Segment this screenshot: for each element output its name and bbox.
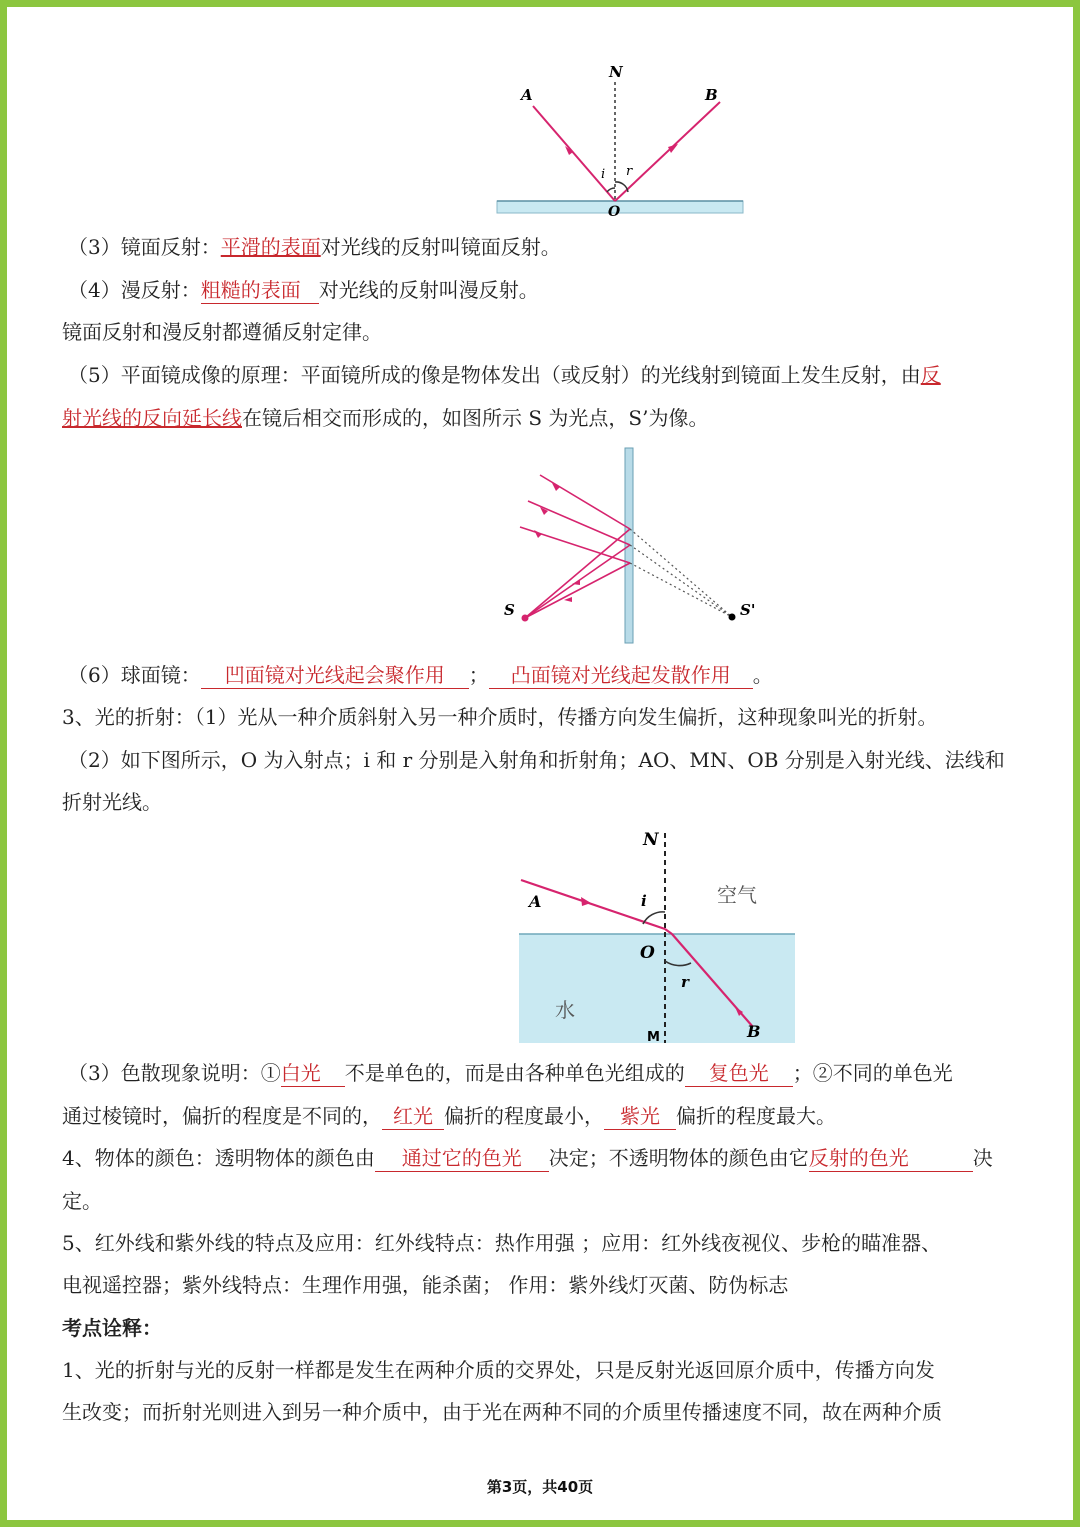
para-ir-uv-2: 电视遥控器；紫外线特点：生理作用强，能杀菌； 作用：紫外线灯灭菌、防伪标志 (62, 1273, 789, 1297)
refraction-definition: 3、光的折射：（1）光从一种介质斜射入另一种介质时，传播方向发生偏折，这种现象叫光的折射。 (62, 705, 938, 729)
exam-points-title: 考点诠释： (62, 1316, 162, 1340)
diffuse-answer: 粗糙的表面 (201, 277, 319, 304)
exam-point-1-line1: 1、光的折射与光的反射一样都是发生在两种介质的交界处，只是反射光返回原介质中，传播方向发 (62, 1358, 935, 1382)
page-number: 第3页，共40页 (486, 1478, 594, 1496)
fig3-label-water: 水 (555, 998, 575, 1022)
transmitted-light-answer: 通过它的色光 (375, 1145, 549, 1172)
para-color-1 (62, 1144, 1022, 1172)
spherical-prefix: （6）球面镜： (68, 663, 201, 687)
reflection-diagram (495, 60, 745, 220)
plane-mirror-answer-end: 射光线的反向延长线 (62, 406, 242, 430)
plane-mirror-suffix: 在镜后相交而形成的，如图所示 S 为光点，S’为像。 (242, 406, 709, 430)
compound-light-answer: 复色光 (685, 1060, 793, 1087)
para-color-2: 定。 (62, 1189, 102, 1213)
fig3-label-M: M (647, 1030, 660, 1045)
para-plane-mirror-1 (68, 361, 1028, 389)
violet-light-answer: 紫光 (604, 1103, 676, 1130)
fig3-label-r: r (681, 973, 689, 991)
fig1-label-A: A (521, 86, 533, 104)
plane-mirror-diagram (500, 445, 770, 650)
fig1-label-N: N (609, 63, 623, 81)
color-end: 决 (972, 1146, 993, 1170)
fig1-label-i: i (601, 167, 606, 182)
white-light-answer: 白光 (281, 1060, 345, 1087)
fig1-label-B: B (705, 86, 718, 104)
spherical-end: 。 (752, 663, 773, 687)
spherical-sep: ； (468, 663, 489, 687)
color-mid: 决定；不透明物体的颜色由它 (548, 1146, 809, 1170)
refraction-figure-desc-2: 折射光线。 (62, 790, 162, 814)
concave-answer: 凹面镜对光线起会聚作用 (201, 662, 469, 689)
reflected-light-answer: 反射的色光 (809, 1145, 973, 1172)
dispersion-prefix: （3）色散现象说明：① (68, 1061, 281, 1085)
para-diffuse (68, 276, 1028, 304)
specular-suffix: 对光线的反射叫镜面反射。 (320, 235, 561, 259)
dispersion-line2-prefix: 通过棱镜时，偏折的程度是不同的， (62, 1104, 382, 1128)
exam-point-1-line2: 生改变；而折射光则进入到另一种介质中，由于光在两种不同的介质里传播速度不同，故在两种介质 (62, 1400, 942, 1424)
fig1-label-r: r (626, 164, 633, 179)
refraction-diagram (515, 825, 800, 1047)
convex-answer: 凸面镜对光线起发散作用 (489, 662, 753, 689)
fig3-label-O: O (640, 943, 655, 963)
fig3-label-air: 空气 (717, 883, 757, 907)
diffuse-prefix: （4）漫反射： (68, 278, 201, 302)
para-ir-uv-1: 5、红外线和紫外线的特点及应用：红外线特点：热作用强 ；应用：红外线夜视仪、步枪的瞄准器、 (62, 1231, 942, 1255)
specular-prefix: （3）镜面反射： (68, 235, 221, 259)
para-dispersion-2 (62, 1102, 1022, 1130)
diffuse-suffix: 对光线的反射叫漫反射。 (318, 278, 539, 302)
specular-answer: 平滑的表面 (220, 235, 321, 259)
color-prefix: 4、物体的颜色：透明物体的颜色由 (62, 1146, 375, 1170)
red-light-answer: 红光 (382, 1103, 444, 1130)
fig1-label-O: O (608, 204, 621, 220)
fig3-label-i: i (641, 892, 647, 910)
para-spherical-mirror (68, 661, 1028, 689)
fig3-label-B: B (747, 1022, 761, 1041)
dispersion-mid1: 不是单色的，而是由各种单色光组成的 (344, 1061, 685, 1085)
fig3-label-N: N (643, 830, 659, 850)
dispersion-mid3: 偏折的程度最小， (444, 1104, 604, 1128)
plane-mirror-answer-start: 反 (920, 363, 941, 387)
para-dispersion-1 (68, 1059, 1028, 1087)
fig2-label-S-prime: S' (740, 601, 756, 619)
para-specular (68, 233, 1028, 261)
fig2-label-S: S (504, 601, 515, 619)
dispersion-mid2: ；②不同的单色光 (792, 1061, 953, 1085)
para-plane-mirror-2 (62, 404, 1022, 432)
fig3-label-A: A (529, 892, 542, 911)
dispersion-mid4: 偏折的程度最大。 (676, 1104, 836, 1128)
para-both-follow: 镜面反射和漫反射都遵循反射定律。 (62, 320, 382, 344)
refraction-figure-desc: （2）如下图所示，O 为入射点；i 和 r 分别是入射角和折射角；AO、MN、OB 分别是入射光线、法线和 (68, 748, 1005, 772)
plane-mirror-text: （5）平面镜成像的原理：平面镜所成的像是物体发出（或反射）的光线射到镜面上发生反射，由 (68, 363, 921, 387)
